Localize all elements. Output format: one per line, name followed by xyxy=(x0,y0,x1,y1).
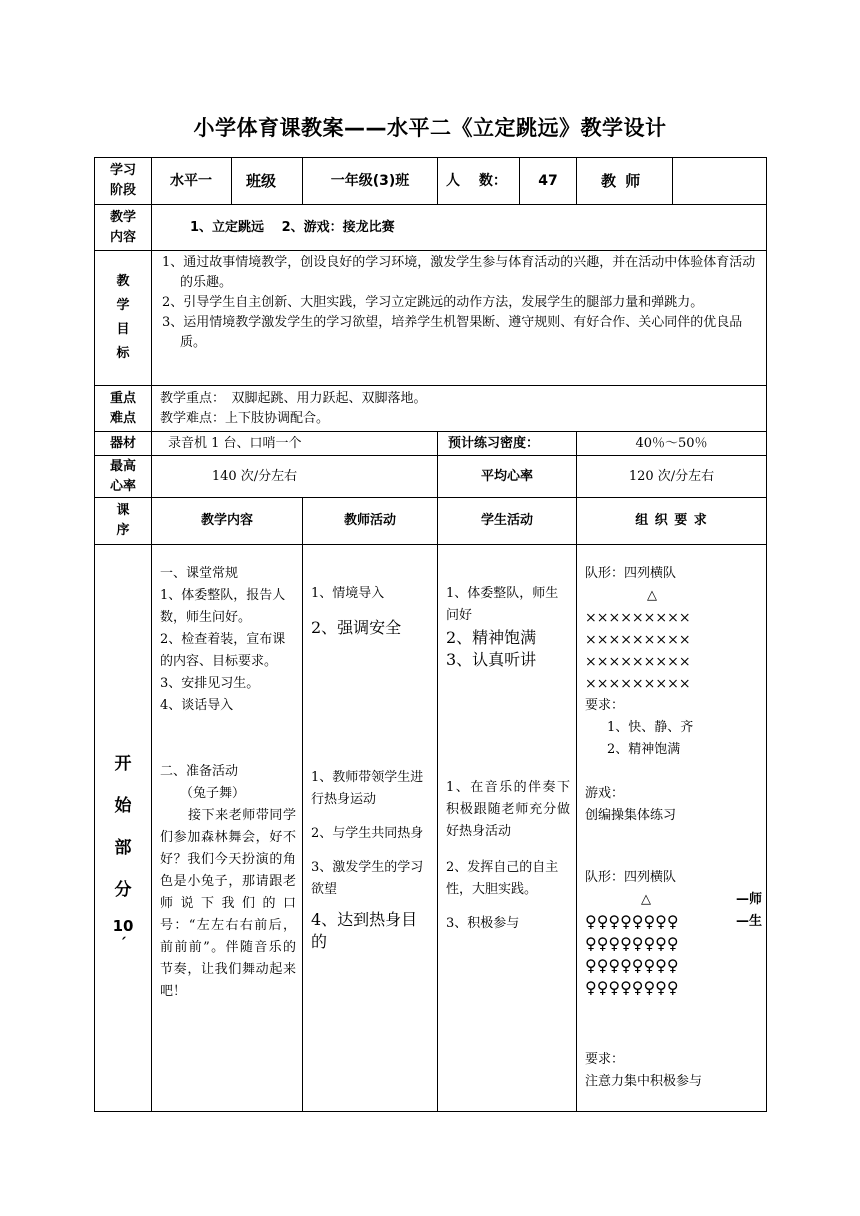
section-organize xyxy=(577,545,767,1112)
section-char: 分 xyxy=(114,880,132,900)
formation-row: ♀♀♀♀♀♀♀♀ xyxy=(585,934,679,953)
teacher-label: 教 师 xyxy=(577,158,673,205)
density-value: 40％～50％ xyxy=(577,432,767,456)
content-header: 教学内容 xyxy=(152,498,303,545)
formation-row: ♀♀♀♀♀♀♀♀ xyxy=(585,978,679,997)
equipment-value: 录音机 1 台、口哨一个 xyxy=(152,432,438,456)
org-line: 队形：四列横队 xyxy=(585,870,677,885)
formation-row: ××××××××× xyxy=(585,654,691,670)
teacher-legend: —师 xyxy=(735,892,762,907)
content-value: 1、立定跳远 2、游戏：接龙比赛 xyxy=(152,205,767,251)
student-legend: —生 xyxy=(735,914,762,929)
difficulty-line: 教学难点：上下肢协调配合。 xyxy=(160,410,330,426)
teacher-line: 2、强调安全 xyxy=(311,618,402,637)
teacher-line: 4、达到热身目的 xyxy=(311,910,418,951)
teacher-value xyxy=(673,158,767,205)
teacher-position-marker: △ xyxy=(641,892,651,907)
order-header: 课 序 xyxy=(95,498,152,545)
page-title: 小学体育课教案——水平二《立定跳远》教学设计 xyxy=(193,116,667,140)
organize-header: 组 织 要 求 xyxy=(577,498,767,545)
content-line: 3、安排见习生。 xyxy=(160,676,260,691)
lesson-plan-table xyxy=(94,157,767,1112)
content-label: 教学 内容 xyxy=(95,205,152,251)
org-line: 注意力集中积极参与 xyxy=(585,1074,703,1089)
section-duration: 10 ´ xyxy=(112,917,134,953)
content-line: 2、检查着装，宣布课的内容、目标要求。 xyxy=(160,632,286,669)
section-teacher xyxy=(303,545,438,1112)
org-line: 要求： xyxy=(585,698,625,713)
org-line: 游戏： xyxy=(585,786,625,801)
section-name xyxy=(95,545,152,1112)
section-student xyxy=(438,545,577,1112)
formation2-block xyxy=(585,889,762,999)
org-line: 创编操集体练习 xyxy=(585,808,677,823)
formation-row: ♀♀♀♀♀♀♀♀ xyxy=(585,912,679,931)
student-line: 1、在音乐的伴奏下积极跟随老师充分做好热身活动 xyxy=(446,780,570,839)
formation-row: ××××××××× xyxy=(585,610,691,626)
keypoints-label: 重点 难点 xyxy=(95,386,152,432)
count-label: 人 数： xyxy=(438,158,520,205)
section-char: 部 xyxy=(114,838,132,858)
content-paragraph: 接下来老师带同学们参加森林舞会，好不好？我们今天扮演的角色是小兔子，那请跟老师说下我们的口号：“左左右右前后，前前前”。伴随音乐的节奏，让我们舞动起来吧！ xyxy=(160,808,296,999)
class-label: 班级 xyxy=(232,158,303,205)
density-label: 预计练习密度： xyxy=(438,432,577,456)
stage-value: 水平一 xyxy=(152,158,232,205)
teacher-line: 1、情境导入 xyxy=(311,586,385,601)
teacher-position-marker: △ xyxy=(647,588,657,603)
avg-hr-value: 120 次/分左右 xyxy=(577,456,767,498)
formation-row: ♀♀♀♀♀♀♀♀ xyxy=(585,956,679,975)
section-char: 开 xyxy=(114,754,132,774)
objective-item: 3、运用情境教学激发学生的学习欲望，培养学生机智果断、遵守规则、有好合作、关心同伴的优良品质。 xyxy=(162,315,743,350)
max-hr-value: 140 次/分左右 xyxy=(152,456,438,498)
content-line: 一、课堂常规 xyxy=(160,566,239,581)
keypoints-block xyxy=(152,386,767,432)
section-char: 始 xyxy=(114,796,132,816)
org-line: 2、精神饱满 xyxy=(607,742,681,757)
content-line: （兔子舞） xyxy=(180,786,246,801)
formation-row: ××××××××× xyxy=(585,676,691,692)
count-value: 47 xyxy=(520,158,577,205)
org-line: 要求： xyxy=(585,1052,625,1067)
teacher-header: 教师活动 xyxy=(303,498,438,545)
student-line: 2、发挥自己的自主性，大胆实践。 xyxy=(446,860,559,897)
content-line: 4、谈话导入 xyxy=(160,698,234,713)
student-line: 3、认真听讲 xyxy=(446,650,537,669)
equipment-label: 器材 xyxy=(95,432,152,456)
stage-label: 学习 阶段 xyxy=(95,158,152,205)
student-line: 1、体委整队，师生问好 xyxy=(446,586,559,623)
org-line: 队形：四列横队 xyxy=(585,566,677,581)
content-line: 二、准备活动 xyxy=(160,764,239,779)
objectives-label: 教 学 目 标 xyxy=(95,251,152,386)
teacher-line: 2、与学生共同热身 xyxy=(311,826,424,841)
org-line: 1、快、静、齐 xyxy=(607,720,694,735)
student-header: 学生活动 xyxy=(438,498,577,545)
keypoint-line: 教学重点： 双脚起跳、用力跃起、双脚落地。 xyxy=(160,390,427,406)
objective-item: 2、引导学生自主创新、大胆实践，学习立定跳远的动作方法，发展学生的腿部力量和弹跳力。 xyxy=(162,295,704,310)
content-line: 1、体委整队，报告人数，师生问好。 xyxy=(160,588,286,625)
objectives-list xyxy=(152,251,767,386)
teacher-line: 1、教师带领学生进行热身运动 xyxy=(311,770,424,807)
section-content xyxy=(152,545,303,1112)
formation-row: ××××××××× xyxy=(585,632,691,648)
student-line: 3、积极参与 xyxy=(446,916,520,931)
student-line: 2、精神饱满 xyxy=(446,628,537,647)
objective-item: 1、通过故事情境教学，创设良好的学习环境，激发学生参与体育活动的兴趣，并在活动中体验体育活动的乐趣。 xyxy=(162,255,756,290)
teacher-line: 3、激发学生的学习欲望 xyxy=(311,860,424,897)
max-hr-label: 最高 心率 xyxy=(95,456,152,498)
avg-hr-label: 平均心率 xyxy=(438,456,577,498)
class-value: 一年级(3)班 xyxy=(303,158,438,205)
